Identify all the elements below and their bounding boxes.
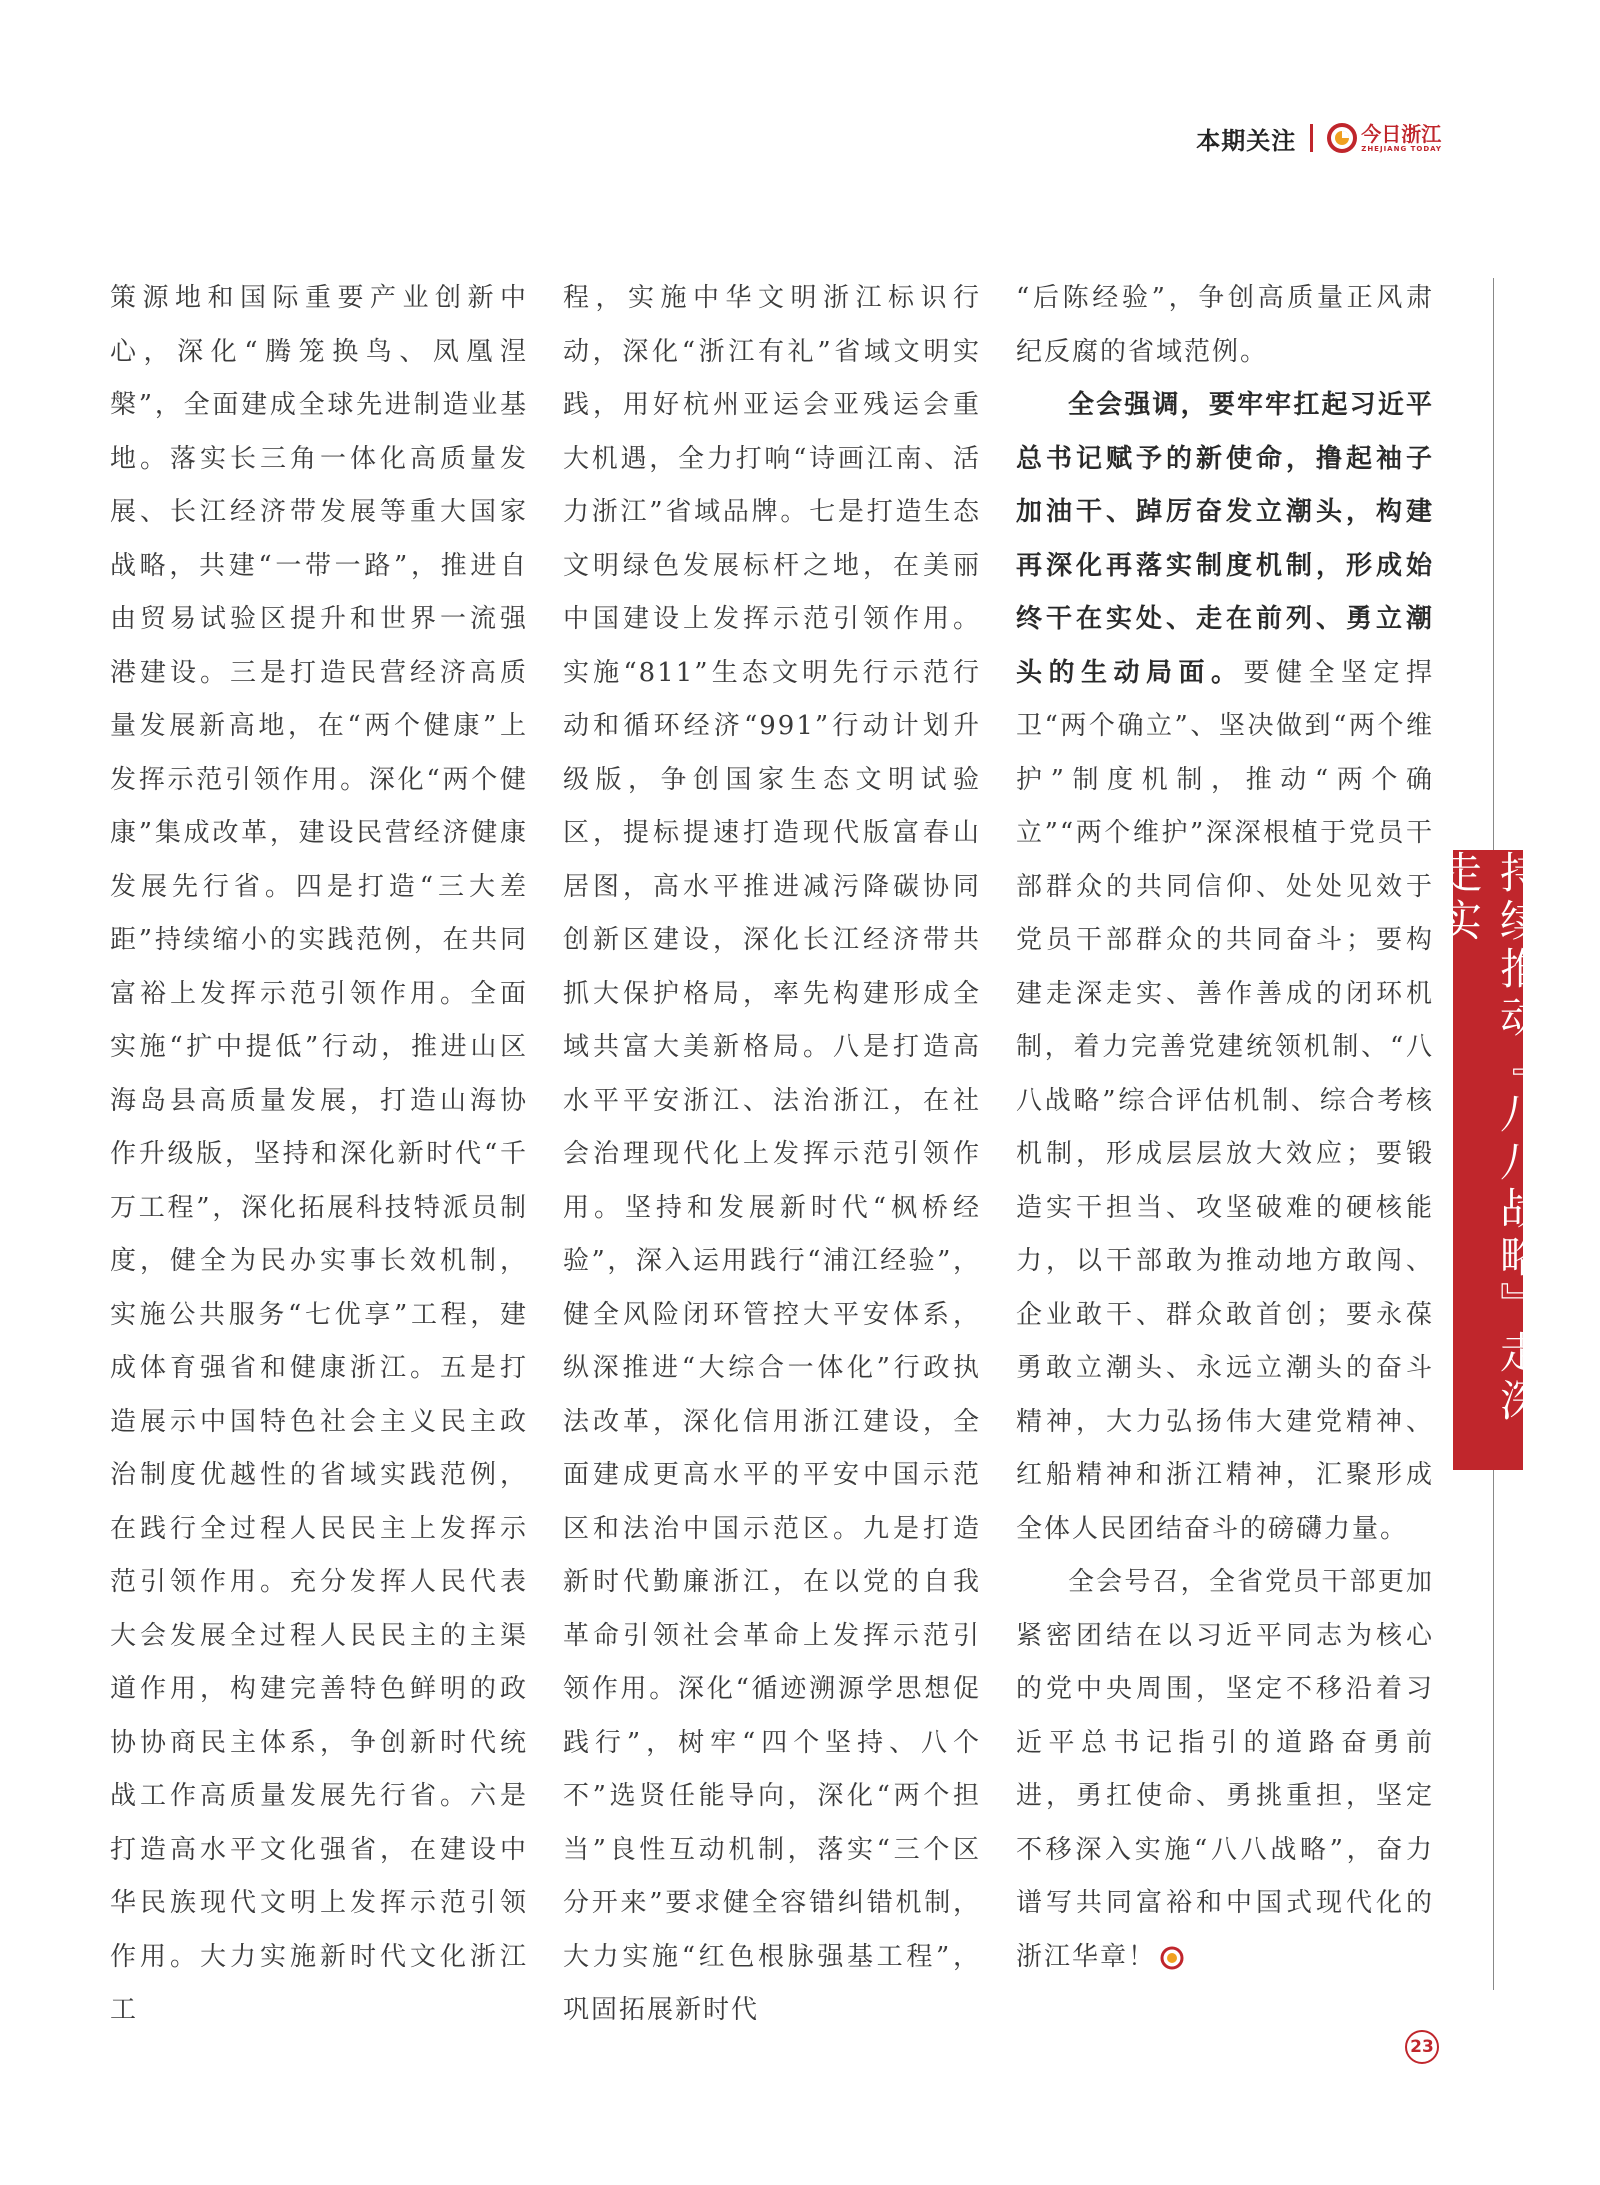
emphasis-text: 全会强调，要牢牢扛起习近平总书记赋予的新使命，撸起袖子加油干、踔厉奋发立潮头，构建再深化再落实制度机制，形成始终干在实处、走在前列、勇立潮头的生动局面。 (1016, 390, 1434, 688)
logo-chinese-text: 今日浙江 (1361, 121, 1442, 146)
column-3-paragraph-2 (1016, 379, 1434, 1556)
logo-english-text: ZHEJIANG TODAY (1361, 144, 1442, 153)
side-banner (1432, 850, 1543, 1470)
header-divider (1310, 124, 1313, 152)
column-2-paragraph: 程，实施中华文明浙江标识行动，深化“浙江有礼”省域文明实践，用好杭州亚运会亚残运会重大机遇，全力打响“诗画江南、活力浙江”省域品牌。七是打造生态文明绿色发展标杆之地，在美丽中国建设上发挥示范引领作用。实施“811”生态文明先行示范行动和循环经济“991”行动计划升级版，争创国家生态文明试验区，提标提速打造现代版富春山居图，高水平推进减污降碳协同创新区建设，深化长江经济带共抓大保护格局，率先构建形成全域共富大美新格局。八是打造高水平平安浙江、法治浙江，在社会治理现代化上发挥示范引领作用。坚持和发展新时代“枫桥经验”，深入运用践行“浦江经验”，健全风险闭环管控大平安体系，纵深推进“大综合一体化”行政执法改革，深化信用浙江建设，全面建成更高水平的平安中国示范区和法治中国示范区。九是打造新时代勤廉浙江，在以党的自我革命引领社会革命上发挥示范引领作用。深化“循迹溯源学思想促践行”，树牢“四个坚持、八个不”选贤任能导向，深化“两个担当”良性互动机制，落实“三个区分开来”要求健全容错纠错机制，大力实施“红色根脉强基工程”，巩固拓展新时代 (563, 283, 981, 2025)
column-rule-bottom (1493, 1470, 1494, 1990)
column-rule-top (1493, 278, 1494, 850)
text-column-3 (1016, 272, 1434, 1984)
banner-title: 持续推动『八八战略』走深走实 (1432, 850, 1543, 1426)
body-text: 要健全坚定捍卫“两个确立”、坚决做到“两个维护”制度机制，推动“两个确立”“两个维护”深深根植于党员干部群众的共同信仰、处处见效于党员干部群众的共同奋斗；要构建走深走实、善作善成的闭环机制，着力完善党建统领机制、“八八战略”综合评估机制、综合考核机制，形成层层放大效应；要锻造实干担当、攻坚破难的硬核能力，以干部敢为推动地方敢闯、企业敢干、群众敢首创；要永葆勇敢立潮头、永远立潮头的奋斗精神，大力弘扬伟大建党精神、红船精神和浙江精神，汇聚形成全体人民团结奋斗的磅礴力量。 (1016, 657, 1434, 1544)
text-column-1 (110, 272, 528, 2038)
logo-swirl-icon (1327, 123, 1357, 153)
page-number: 23 (1405, 2030, 1439, 2064)
column-3-paragraph-1: “后陈经验”，争创高质量正风肃纪反腐的省域范例。 (1016, 283, 1434, 367)
page-header (1196, 118, 1442, 158)
end-mark-icon (1160, 1946, 1184, 1970)
column-1-paragraph: 策源地和国际重要产业创新中心，深化“腾笼换鸟、凤凰涅槃”，全面建成全球先进制造业基地。落实长三角一体化高质量发展、长江经济带发展等重大国家战略，共建“一带一路”，推进自由贸易试验区提升和世界一流强港建设。三是打造民营经济高质量发展新高地，在“两个健康”上发挥示范引领作用。深化“两个健康”集成改革，建设民营经济健康发展先行省。四是打造“三大差距”持续缩小的实践范例，在共同富裕上发挥示范引领作用。全面实施“扩中提低”行动，推进山区海岛县高质量发展，打造山海协作升级版，坚持和深化新时代“千万工程”，深化拓展科技特派员制度，健全为民办实事长效机制，实施公共服务“七优享”工程，建成体育强省和健康浙江。五是打造展示中国特色社会主义民主政治制度优越性的省域实践范例，在践行全过程人民民主上发挥示范引领作用。充分发挥人民代表大会发展全过程人民民主的主渠道作用，构建完善特色鲜明的政协协商民主体系，争创新时代统战工作高质量发展先行省。六是打造高水平文化强省，在建设中华民族现代文明上发挥示范引领作用。大力实施新时代文化浙江工 (110, 283, 528, 2025)
magazine-logo (1327, 123, 1442, 153)
section-title: 本期关注 (1196, 126, 1297, 155)
closing-text: 全会号召，全省党员干部更加紧密团结在以习近平同志为核心的党中央周围，坚定不移沿着习近平总书记指引的道路奋勇前进，勇扛使命、勇挑重担，坚定不移深入实施“八八战略”，奋力谱写共同富裕和中国式现代化的浙江华章！ (1016, 1567, 1434, 1972)
column-3-paragraph-3 (1016, 1556, 1434, 1984)
text-column-2 (563, 272, 981, 2038)
